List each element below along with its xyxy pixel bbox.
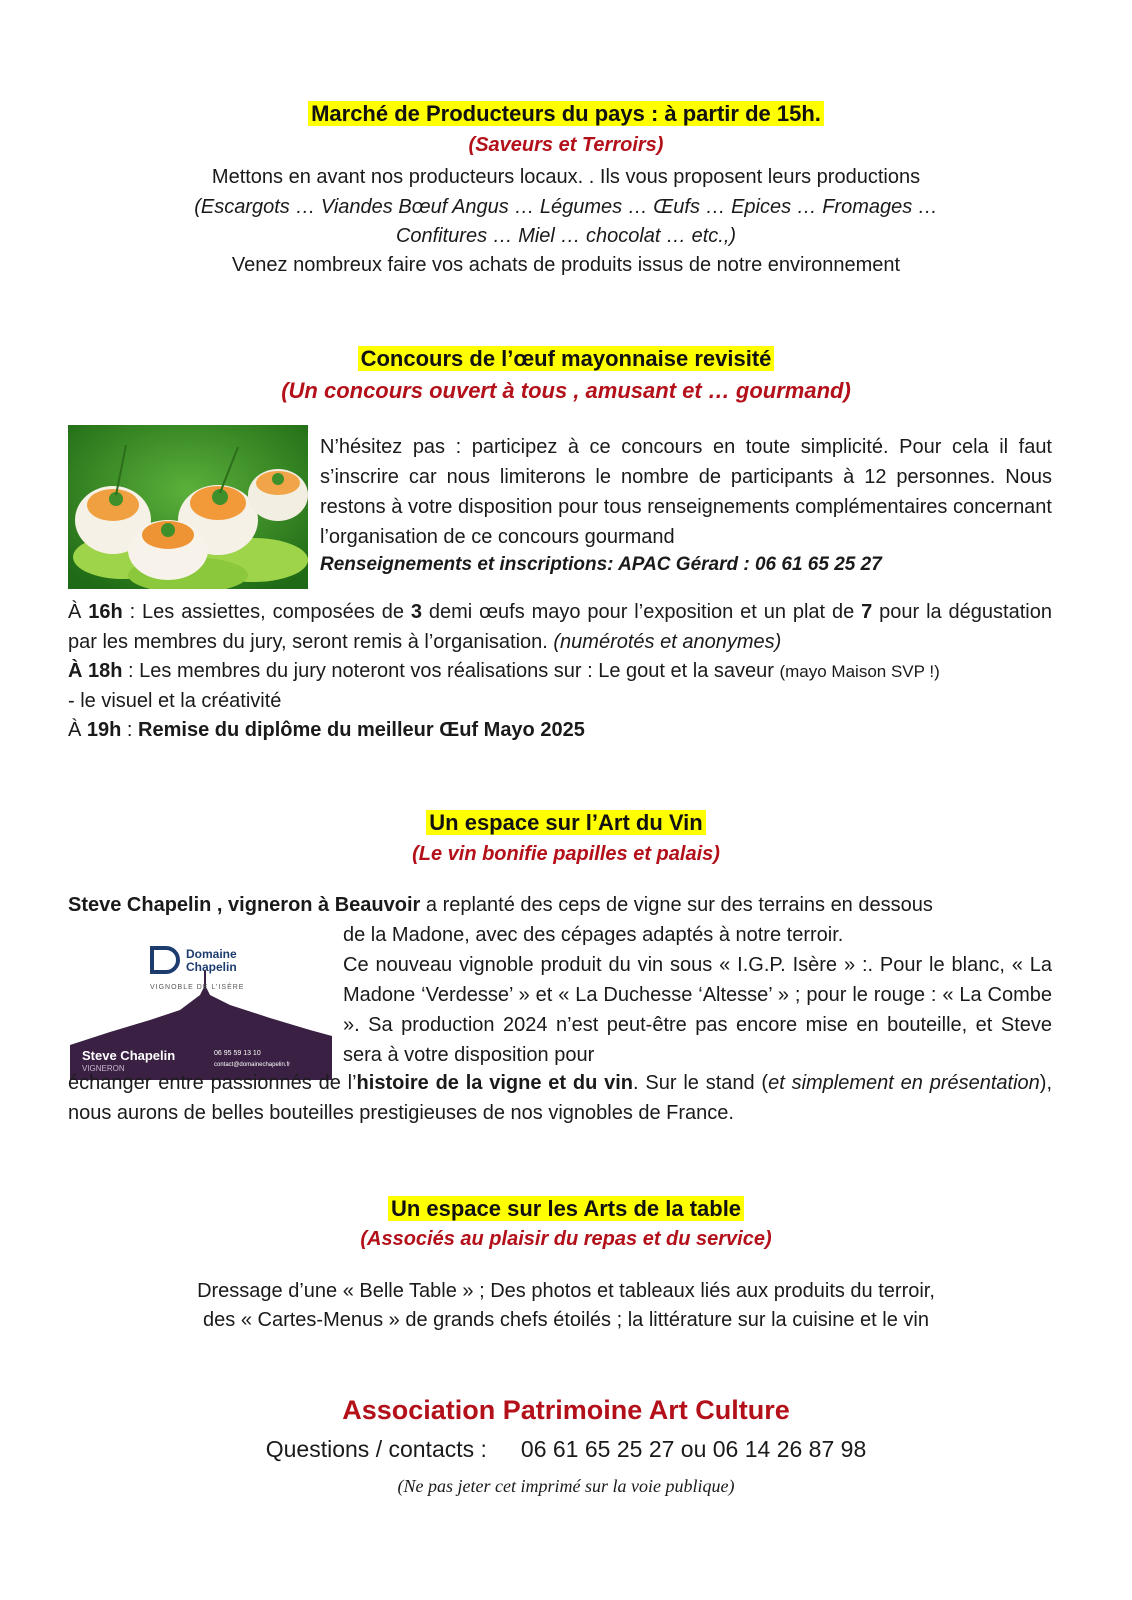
wine-title: Un espace sur l’Art du Vin bbox=[0, 810, 1132, 836]
logo-email: contact@domainechapelin.fr bbox=[214, 1062, 291, 1068]
footer-note: (Ne pas jeter cet imprimé sur la voie publique) bbox=[397, 1476, 735, 1496]
market-line-2: (Escargots … Viandes Bœuf Angus … Légumes … Œufs … Epices … Fromages … bbox=[194, 196, 938, 218]
schedule-18h-criteria: - le visuel et la créativité bbox=[68, 690, 282, 712]
table-subtitle: (Associés au plaisir du repas et du service) bbox=[360, 1228, 772, 1250]
contest-subtitle: (Un concours ouvert à tous , amusant et … gourmand) bbox=[281, 378, 851, 403]
schedule-16h: À 16h : Les assiettes, composées de 3 demi œufs mayo pour l’exposition et un plat de 7 pour la dégustation par les membres du jury, seront remis à l’organisation. (numérotés et anonymes) bbox=[68, 601, 1052, 653]
market-title: Marché de Producteurs du pays : à partir de 15h. bbox=[0, 101, 1132, 127]
wine-subtitle: (Le vin bonifie papilles et palais) bbox=[412, 843, 720, 865]
schedule-19h: À 19h : Remise du diplôme du meilleur Œuf Mayo 2025 bbox=[68, 719, 585, 741]
market-line-3: Confitures … Miel … chocolat … etc.,) bbox=[395, 225, 737, 247]
association-name: Association Patrimoine Art Culture bbox=[342, 1395, 790, 1425]
wine-intro: Steve Chapelin , vigneron à Beauvoir a replanté des ceps de vigne sur des terrains en dessous bbox=[68, 894, 933, 916]
contacts-line: Questions / contacts : 06 61 65 25 27 ou 06 14 26 87 98 bbox=[265, 1436, 867, 1462]
logo-brand: Domaine Chapelin bbox=[186, 947, 237, 974]
market-line-4: Venez nombreux faire vos achats de produits issus de notre environnement bbox=[231, 254, 901, 276]
logo-role: VIGNERON bbox=[82, 1064, 125, 1073]
contest-contact: Renseignements et inscriptions: APAC Gérard : 06 61 65 25 27 bbox=[320, 554, 882, 575]
logo-name: Steve Chapelin bbox=[82, 1048, 176, 1063]
table-line-1: Dressage d’une « Belle Table » ; Des photos et tableaux liés aux produits du terroir, bbox=[197, 1280, 935, 1302]
table-line-2: des « Cartes-Menus » de grands chefs étoilés ; la littérature sur la cuisine et le vin bbox=[203, 1309, 929, 1331]
market-line-1: Mettons en avant nos producteurs locaux. . Ils vous proposent leurs productions bbox=[211, 166, 921, 188]
logo-phone: 06 95 59 13 10 bbox=[214, 1050, 261, 1057]
contest-intro: N’hésitez pas : participez à ce concours en toute simplicité. Pour cela il faut s’inscrire car nous limiterons le nombre de participants à 12 personnes. Nous restons à votre disposition pour tous renseignements complémentaires concernant l’organisation de ce concours gourmand bbox=[320, 436, 1052, 548]
eggs-photo bbox=[68, 425, 308, 589]
domaine-chapelin-logo bbox=[70, 940, 332, 1080]
table-title: Un espace sur les Arts de la table bbox=[0, 1196, 1132, 1222]
market-subtitle: (Saveurs et Terroirs) bbox=[468, 134, 664, 156]
wine-para-4: échanger entre passionnés de l’histoire de la vigne et du vin. Sur le stand (et simplement en présentation), nous aurons de belles bouteilles prestigieuses de nos vignobles de France. bbox=[68, 1072, 1053, 1124]
logo-tag: VIGNOBLE DE L’ISÈRE bbox=[150, 984, 245, 991]
contest-title: Concours de l’œuf mayonnaise revisité bbox=[0, 346, 1132, 372]
wine-para-2: de la Madone, avec des cépages adaptés à notre terroir. bbox=[343, 924, 844, 946]
schedule-18h: À 18h : Les membres du jury noteront vos réalisations sur : Le gout et la saveur (mayo Maison SVP !) bbox=[68, 660, 940, 682]
wine-para-3: Ce nouveau vignoble produit du vin sous « I.G.P. Isère » :. Pour le blanc, « La Madone ‘Verdesse’ » et « La Duchesse ‘Altesse’ » ; pour le rouge : « La Combe ». Sa production 2024 n’est peut-être pas encore mise en bouteille, et Steve sera à votre disposition pour bbox=[343, 954, 1052, 1066]
